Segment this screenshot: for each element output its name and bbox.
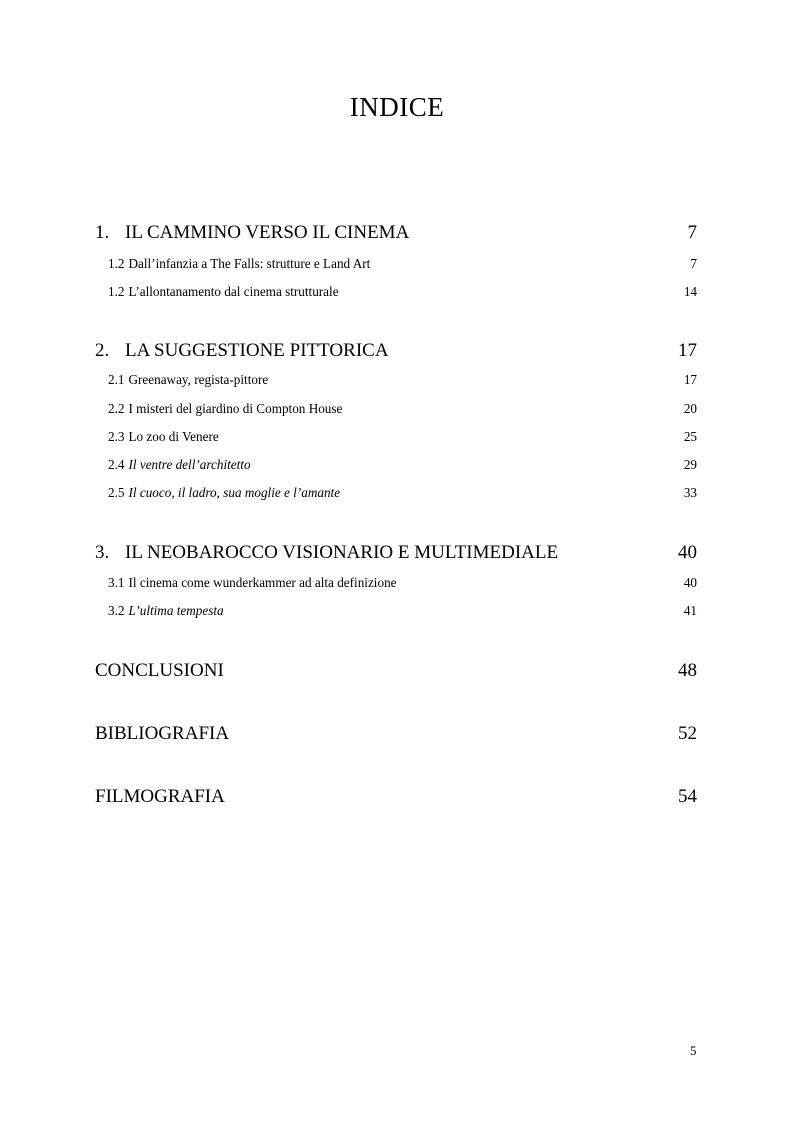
toc-entry-section-2-2[interactable] (108, 401, 697, 417)
toc-entry-title: Dall’infanzia a The Falls: strutture e Land Art (128, 256, 371, 271)
toc-entry-chapter-1[interactable] (95, 222, 697, 244)
toc-entry-number: 1.2 (108, 284, 125, 299)
toc-entry-page: 40 (678, 542, 697, 563)
toc-entry-page: 14 (683, 284, 697, 299)
toc-entry-page: 29 (683, 457, 697, 472)
toc-entry-section-3-2[interactable] (108, 603, 697, 619)
toc-entry-number: 1.2 (108, 256, 125, 271)
toc-entry-page: 25 (683, 429, 697, 444)
toc-entry-section-2-4[interactable] (108, 457, 697, 473)
toc-entry-page: 17 (678, 340, 697, 361)
toc-entry-section-1-2a[interactable] (108, 256, 697, 272)
toc-entry-section-1-2b[interactable] (108, 284, 697, 300)
toc-entry-page: 33 (683, 485, 697, 500)
toc-entry-section-2-1[interactable] (108, 372, 697, 388)
toc-entry-number: 2.4 (108, 457, 125, 472)
toc-entry-title: Il cinema come wunderkammer ad alta definizione (128, 575, 397, 590)
toc-entry-number: 1. (95, 222, 110, 243)
toc-entry-title: I misteri del giardino di Compton House (128, 401, 343, 416)
toc-entry-bibliografia[interactable] (95, 723, 697, 745)
page-title: INDICE (349, 92, 445, 122)
toc-entry-title: LA SUGGESTIONE PITTORICA (125, 340, 389, 361)
toc-entry-title: IL CAMMINO VERSO IL CINEMA (125, 222, 410, 243)
toc-entry-title: Greenaway, regista-pittore (128, 372, 269, 387)
toc-entry-page: 54 (678, 786, 697, 807)
toc-entry-page: 41 (683, 603, 697, 618)
toc-entry-page: 7 (687, 222, 697, 243)
toc-entry-number: 2. (95, 340, 110, 361)
toc-entry-chapter-3[interactable] (95, 542, 697, 564)
toc-entry-page: 7 (690, 256, 697, 271)
toc-entry-section-3-1[interactable] (108, 575, 697, 591)
toc-entry-page: 48 (678, 660, 697, 681)
toc-entry-number: 3.1 (108, 575, 125, 590)
toc-entry-filmografia[interactable] (95, 786, 697, 808)
toc-entry-page: 20 (683, 401, 697, 416)
toc-entry-conclusioni[interactable] (95, 660, 697, 682)
toc-entry-title: Lo zoo di Venere (128, 429, 219, 444)
toc-entry-number: 2.3 (108, 429, 125, 444)
toc-entry-section-2-3[interactable] (108, 429, 697, 445)
toc-entry-chapter-2[interactable] (95, 340, 697, 362)
toc-entry-page: 52 (678, 723, 697, 744)
toc-entry-title: CONCLUSIONI (95, 660, 224, 681)
toc-entry-title: Il ventre dell’architetto (128, 457, 251, 472)
toc-entry-number: 3. (95, 542, 110, 563)
toc-entry-title: IL NEOBAROCCO VISIONARIO E MULTIMEDIALE (125, 542, 559, 563)
toc-entry-number: 2.5 (108, 485, 125, 500)
toc-entry-page: 17 (683, 372, 697, 387)
toc-entry-title: L’ultima tempesta (128, 603, 224, 618)
toc-entry-page: 40 (683, 575, 697, 590)
toc-entry-title: BIBLIOGRAFIA (95, 723, 230, 744)
toc-entry-number: 2.2 (108, 401, 125, 416)
toc-entry-number: 2.1 (108, 372, 125, 387)
page-number: 5 (690, 1043, 697, 1058)
toc-entry-number: 3.2 (108, 603, 125, 618)
toc-entry-title: Il cuoco, il ladro, sua moglie e l’amante (128, 485, 341, 500)
toc-entry-title: FILMOGRAFIA (95, 786, 225, 807)
toc-entry-title: L’allontanamento dal cinema strutturale (128, 284, 339, 299)
toc-entry-section-2-5[interactable] (108, 485, 697, 501)
